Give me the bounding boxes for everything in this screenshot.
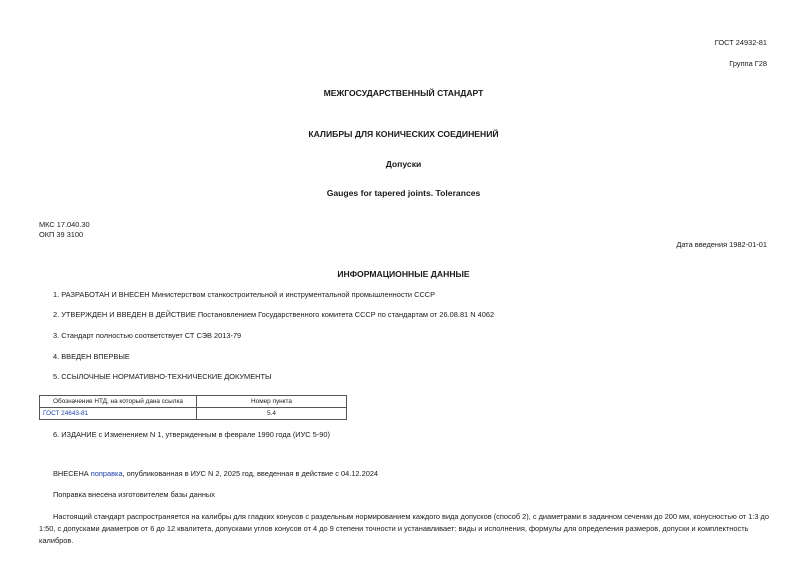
document-number: ГОСТ 24932-81 xyxy=(714,38,767,47)
standard-title: КАЛИБРЫ ДЛЯ КОНИЧЕСКИХ СОЕДИНЕНИЙ xyxy=(308,129,499,139)
standard-type-heading: МЕЖГОСУДАРСТВЕННЫЙ СТАНДАРТ xyxy=(323,88,484,98)
info-item-6: 6. ИЗДАНИЕ с Изменением N 1, утвержденным в феврале 1990 года (ИУС 5-90) xyxy=(53,430,330,439)
info-item-1: 1. РАЗРАБОТАН И ВНЕСЕН Министерством станкостроительной и инструментальной промышленности СССР xyxy=(53,290,436,299)
info-item-3: 3. Стандарт полностью соответствует СТ СЭВ 2013-79 xyxy=(53,331,242,340)
table-header-item: Номер пункта xyxy=(197,396,347,408)
english-title: Gauges for tapered joints. Tolerances xyxy=(326,188,481,198)
standard-subtitle: Допуски xyxy=(385,159,422,169)
introduction-paragraph: Настоящий стандарт распространяется на калибры для гладких конусов с раздельным нормированием каждого вида допусков (способ 2), с диаметрами в заданном сечении до 200 мм, конусностью от 1:3 до 1:50, с допусками диаметров от 6 до 12 квалитета, допусками углов конусов от 4 до 9 степени точности и устанавливает: виды и исполнения, формулы для определения размеров, допуски и комплектность калибров. xyxy=(39,512,769,545)
info-item-2: 2. УТВЕРЖДЕН И ВВЕДЕН В ДЕЙСТВИЕ Постановлением Государственного комитета СССР по стандартам от 26.08.81 N 4062 xyxy=(53,310,495,319)
info-item-5: 5. ССЫЛОЧНЫЕ НОРМАТИВНО-ТЕХНИЧЕСКИЕ ДОКУМЕНТЫ xyxy=(53,372,272,381)
info-heading: ИНФОРМАЦИОННЫЕ ДАННЫЕ xyxy=(337,269,470,279)
mks-code: МКС 17.040.30 xyxy=(39,220,90,229)
reference-doc-link[interactable]: ГОСТ 24643-81 xyxy=(40,408,197,420)
amendment-prefix: ВНЕСЕНА xyxy=(53,469,89,478)
table-header-row xyxy=(40,396,347,408)
references-table xyxy=(39,395,347,420)
amendment-line xyxy=(53,469,378,478)
document-group: Группа Г28 xyxy=(729,59,767,68)
okp-code: ОКП 39 3100 xyxy=(39,230,84,239)
amendment-note: Поправка внесена изготовителем базы данных xyxy=(53,490,215,499)
introduction-date: Дата введения 1982-01-01 xyxy=(676,240,767,249)
table-row xyxy=(40,408,347,420)
amendment-link[interactable]: поправка xyxy=(90,469,123,478)
table-header-doc: Обозначение НТД, на который дана ссылка xyxy=(40,396,197,408)
amendment-suffix: , опубликованная в ИУС N 2, 2025 год, введенная в действие с 04.12.2024 xyxy=(122,469,379,478)
info-item-4: 4. ВВЕДЕН ВПЕРВЫЕ xyxy=(53,352,130,361)
reference-item-number: 5.4 xyxy=(197,408,347,420)
